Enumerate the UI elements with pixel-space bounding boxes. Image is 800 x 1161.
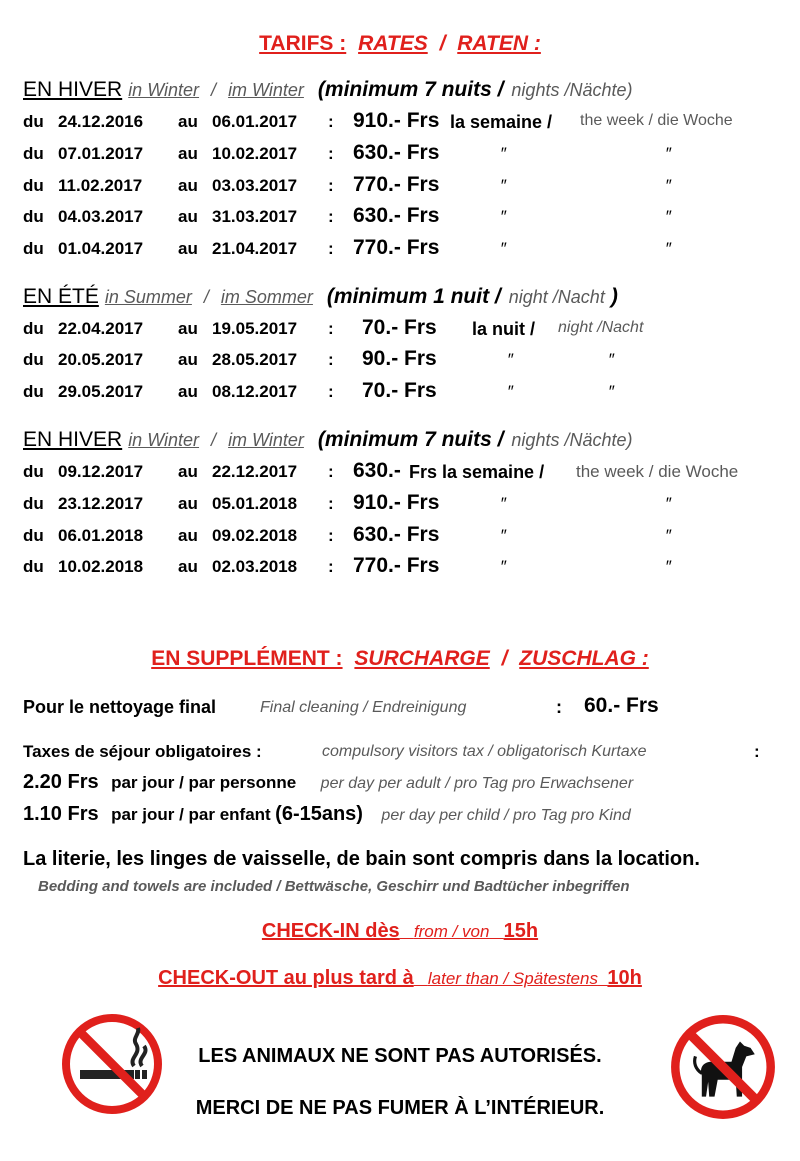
cleaning-price: 60.- Frs (584, 694, 659, 717)
supplement-fr: EN SUPPLÉMENT : (151, 647, 343, 670)
rate-du: du (23, 494, 44, 513)
rate-unit: la semaine / (450, 112, 553, 132)
tax-adult-fr: par jour / par personne (111, 773, 297, 792)
tax-i18n: compulsory visitors tax / obligatorisch Kurtaxe (322, 743, 647, 760)
rate-au: au (178, 382, 198, 401)
rate-au: au (178, 557, 198, 576)
rate-from: 11.02.2017 (58, 176, 143, 195)
checkout-time: 10h (607, 967, 642, 989)
season-fr: EN HIVER (23, 428, 123, 451)
season-sep: / (211, 430, 217, 450)
rate-du: du (23, 144, 44, 163)
season-de: im Winter (228, 430, 304, 450)
rate-price: 770.- Frs (353, 173, 440, 196)
title-fr: TARIFS : (259, 32, 347, 55)
rate-to: 03.03.2017 (212, 176, 298, 195)
tax-child-row (23, 803, 631, 826)
rate-price: 630.- Frs (353, 204, 440, 227)
rate-price: 70.- Frs (362, 379, 437, 402)
notice-animals: LES ANIMAUX NE SONT PAS AUTORISÉS. (198, 1045, 602, 1067)
rate-colon: : (328, 207, 334, 226)
rate-from: 20.05.2017 (58, 350, 144, 369)
rate-du: du (23, 176, 44, 195)
minimum-i18n: night /Nacht (508, 287, 605, 307)
rate-ditto1: ″ (507, 382, 514, 401)
rate-from: 23.12.2017 (58, 494, 144, 513)
rate-price: 70.- Frs (362, 316, 437, 339)
rate-du: du (23, 112, 44, 131)
rate-colon: : (328, 112, 334, 131)
rate-to: 06.01.2017 (212, 112, 298, 131)
rate-price: 630.- Frs (353, 523, 440, 546)
rate-colon: : (328, 239, 334, 258)
rate-du: du (23, 526, 44, 545)
rate-price: 630.- (353, 459, 401, 482)
rate-au: au (178, 239, 198, 258)
rate-from: 09.12.2017 (58, 462, 144, 481)
rate-ditto1: ″ (500, 207, 507, 226)
supplement-en: SURCHARGE (354, 647, 490, 670)
rate-colon: : (328, 462, 334, 481)
minimum-i18n: nights /Nächte) (511, 80, 633, 100)
supplement-title (0, 647, 800, 671)
rate-from: 24.12.2016 (58, 112, 144, 131)
rate-from: 07.01.2017 (58, 144, 144, 163)
tax-adult-price: 2.20 Frs (23, 771, 99, 793)
no-dogs-icon (670, 1014, 776, 1120)
rate-ditto1: ″ (500, 557, 507, 576)
rate-au: au (178, 176, 198, 195)
season-sep: / (203, 287, 209, 307)
minimum-fr: (minimum 1 nuit / (326, 285, 501, 308)
rate-au: au (178, 526, 198, 545)
rate-au: au (178, 207, 198, 226)
rate-ditto1: ″ (500, 144, 507, 163)
rate-price: 770.- Frs (353, 554, 440, 577)
rate-to: 10.02.2017 (212, 144, 298, 163)
title-de: RATEN : (457, 32, 541, 55)
title-en: RATES (358, 32, 428, 55)
season-fr: EN HIVER (23, 78, 123, 101)
rate-to: 22.12.2017 (212, 462, 298, 481)
tax-adult-row (23, 771, 633, 794)
tax-child-fr: par jour / par enfant (111, 805, 271, 824)
season-fr: EN ÉTÉ (23, 285, 99, 308)
rate-au: au (178, 462, 198, 481)
checkin-fr: CHECK-IN dès (261, 920, 400, 942)
rate-unit_i18n: the week / die Woche (576, 462, 739, 481)
rate-ditto2: ″ (665, 494, 672, 513)
checkout-line (0, 967, 800, 990)
minimum-i18n: nights /Nächte) (511, 430, 633, 450)
title-sep: / (439, 32, 446, 55)
checkin-line (0, 920, 800, 943)
checkin-time: 15h (503, 920, 539, 942)
section-heading (23, 78, 632, 102)
rate-du: du (23, 557, 44, 576)
rate-colon: : (328, 382, 334, 401)
tax-adult-i18n: per day per adult / pro Tag pro Erwachsener (320, 775, 634, 792)
rate-ditto1: ″ (500, 494, 507, 513)
rate-du: du (23, 350, 44, 369)
rate-ditto2: ″ (608, 382, 615, 401)
rate-unit: la nuit / (472, 319, 535, 339)
rate-unit_i18n: night /Nacht (558, 319, 644, 336)
minimum-fr: (minimum 7 nuits / (317, 428, 504, 451)
checkin-i18n-text: from / von (413, 922, 490, 941)
rate-du: du (23, 382, 44, 401)
season-de: im Winter (228, 80, 304, 100)
rate-from: 22.04.2017 (58, 319, 144, 338)
rate-au: au (178, 319, 198, 338)
page-title (0, 32, 800, 56)
section-heading (23, 285, 618, 309)
season-de: im Sommer (220, 287, 313, 307)
rate-du: du (23, 207, 44, 226)
rate-ditto1: ″ (500, 526, 507, 545)
rate-price: 910.- Frs (353, 109, 440, 132)
rate-ditto1: ″ (500, 176, 507, 195)
rate-to: 08.12.2017 (212, 382, 298, 401)
minimum-fr: (minimum 7 nuits / (317, 78, 504, 101)
rate-au: au (178, 144, 198, 163)
season-sep: / (211, 80, 217, 100)
season-en: in Winter (128, 80, 200, 100)
rate-unit_i18n: the week / die Woche (580, 112, 733, 129)
checkin-i18n (400, 922, 504, 941)
tax-child-age: (6-15ans) (275, 803, 363, 825)
cleaning-label: Pour le nettoyage final (23, 697, 217, 717)
cleaning-i18n: Final cleaning / Endreinigung (260, 699, 467, 716)
rate-ditto2: ″ (665, 144, 672, 163)
rate-from: 01.04.2017 (58, 239, 144, 258)
rate-colon: : (328, 350, 334, 369)
rate-ditto2: ″ (665, 557, 672, 576)
season-en: in Summer (104, 287, 192, 307)
rate-colon: : (328, 526, 334, 545)
rate-from: 04.03.2017 (58, 207, 144, 226)
rate-to: 05.01.2018 (212, 494, 298, 513)
rate-du: du (23, 239, 44, 258)
rate-to: 02.03.2018 (212, 557, 298, 576)
rate-colon: : (328, 176, 334, 195)
linen-i18n: Bedding and towels are included / Bettwäsche, Geschirr und Badtücher inbegriffen (38, 878, 630, 895)
rate-du: du (23, 462, 44, 481)
rate-au: au (178, 112, 198, 131)
checkout-i18n (414, 969, 608, 988)
rate-to: 09.02.2018 (212, 526, 298, 545)
rate-from: 10.02.2018 (58, 557, 144, 576)
rate-ditto2: ″ (665, 207, 672, 226)
tax-child-price: 1.10 Frs (23, 803, 99, 825)
rate-ditto1: ″ (507, 350, 514, 369)
rate-ditto1: ″ (500, 239, 507, 258)
rate-price: 90.- Frs (362, 347, 437, 370)
rate-colon: : (328, 319, 334, 338)
checkout-fr: CHECK-OUT au plus tard à (158, 967, 414, 989)
rate-to: 31.03.2017 (212, 207, 298, 226)
notice-smoking: MERCI DE NE PAS FUMER À L’INTÉRIEUR. (195, 1097, 605, 1119)
cleaning-colon: : (556, 697, 562, 717)
rate-colon: : (328, 494, 334, 513)
rate-to: 21.04.2017 (212, 239, 298, 258)
rate-from: 29.05.2017 (58, 382, 144, 401)
tax-colon: : (754, 742, 760, 761)
tax-label: Taxes de séjour obligatoires : (23, 742, 262, 761)
section-heading (23, 428, 632, 452)
rate-au: au (178, 350, 198, 369)
rate-price_suffix: Frs la semaine / (409, 462, 545, 482)
minimum-end: ) (610, 285, 618, 308)
rate-colon: : (328, 557, 334, 576)
season-en: in Winter (128, 430, 200, 450)
rate-ditto2: ″ (608, 350, 615, 369)
checkout-i18n-text: later than / Spätestens (427, 969, 598, 988)
rate-ditto2: ″ (665, 239, 672, 258)
rate-to: 28.05.2017 (212, 350, 298, 369)
supplement-sep: / (501, 647, 508, 670)
rate-price: 910.- Frs (353, 491, 440, 514)
rate-ditto2: ″ (665, 176, 672, 195)
rate-ditto2: ″ (665, 526, 672, 545)
rate-colon: : (328, 144, 334, 163)
tax-child-i18n: per day per child / pro Tag pro Kind (381, 807, 631, 824)
supplement-de: ZUSCHLAG : (519, 647, 649, 670)
rate-price: 630.- Frs (353, 141, 440, 164)
rate-to: 19.05.2017 (212, 319, 298, 338)
rate-price: 770.- Frs (353, 236, 440, 259)
linen-fr: La literie, les linges de vaisselle, de bain sont compris dans la location. (23, 848, 700, 870)
rate-du: du (23, 319, 44, 338)
rate-au: au (178, 494, 198, 513)
rate-from: 06.01.2018 (58, 526, 144, 545)
